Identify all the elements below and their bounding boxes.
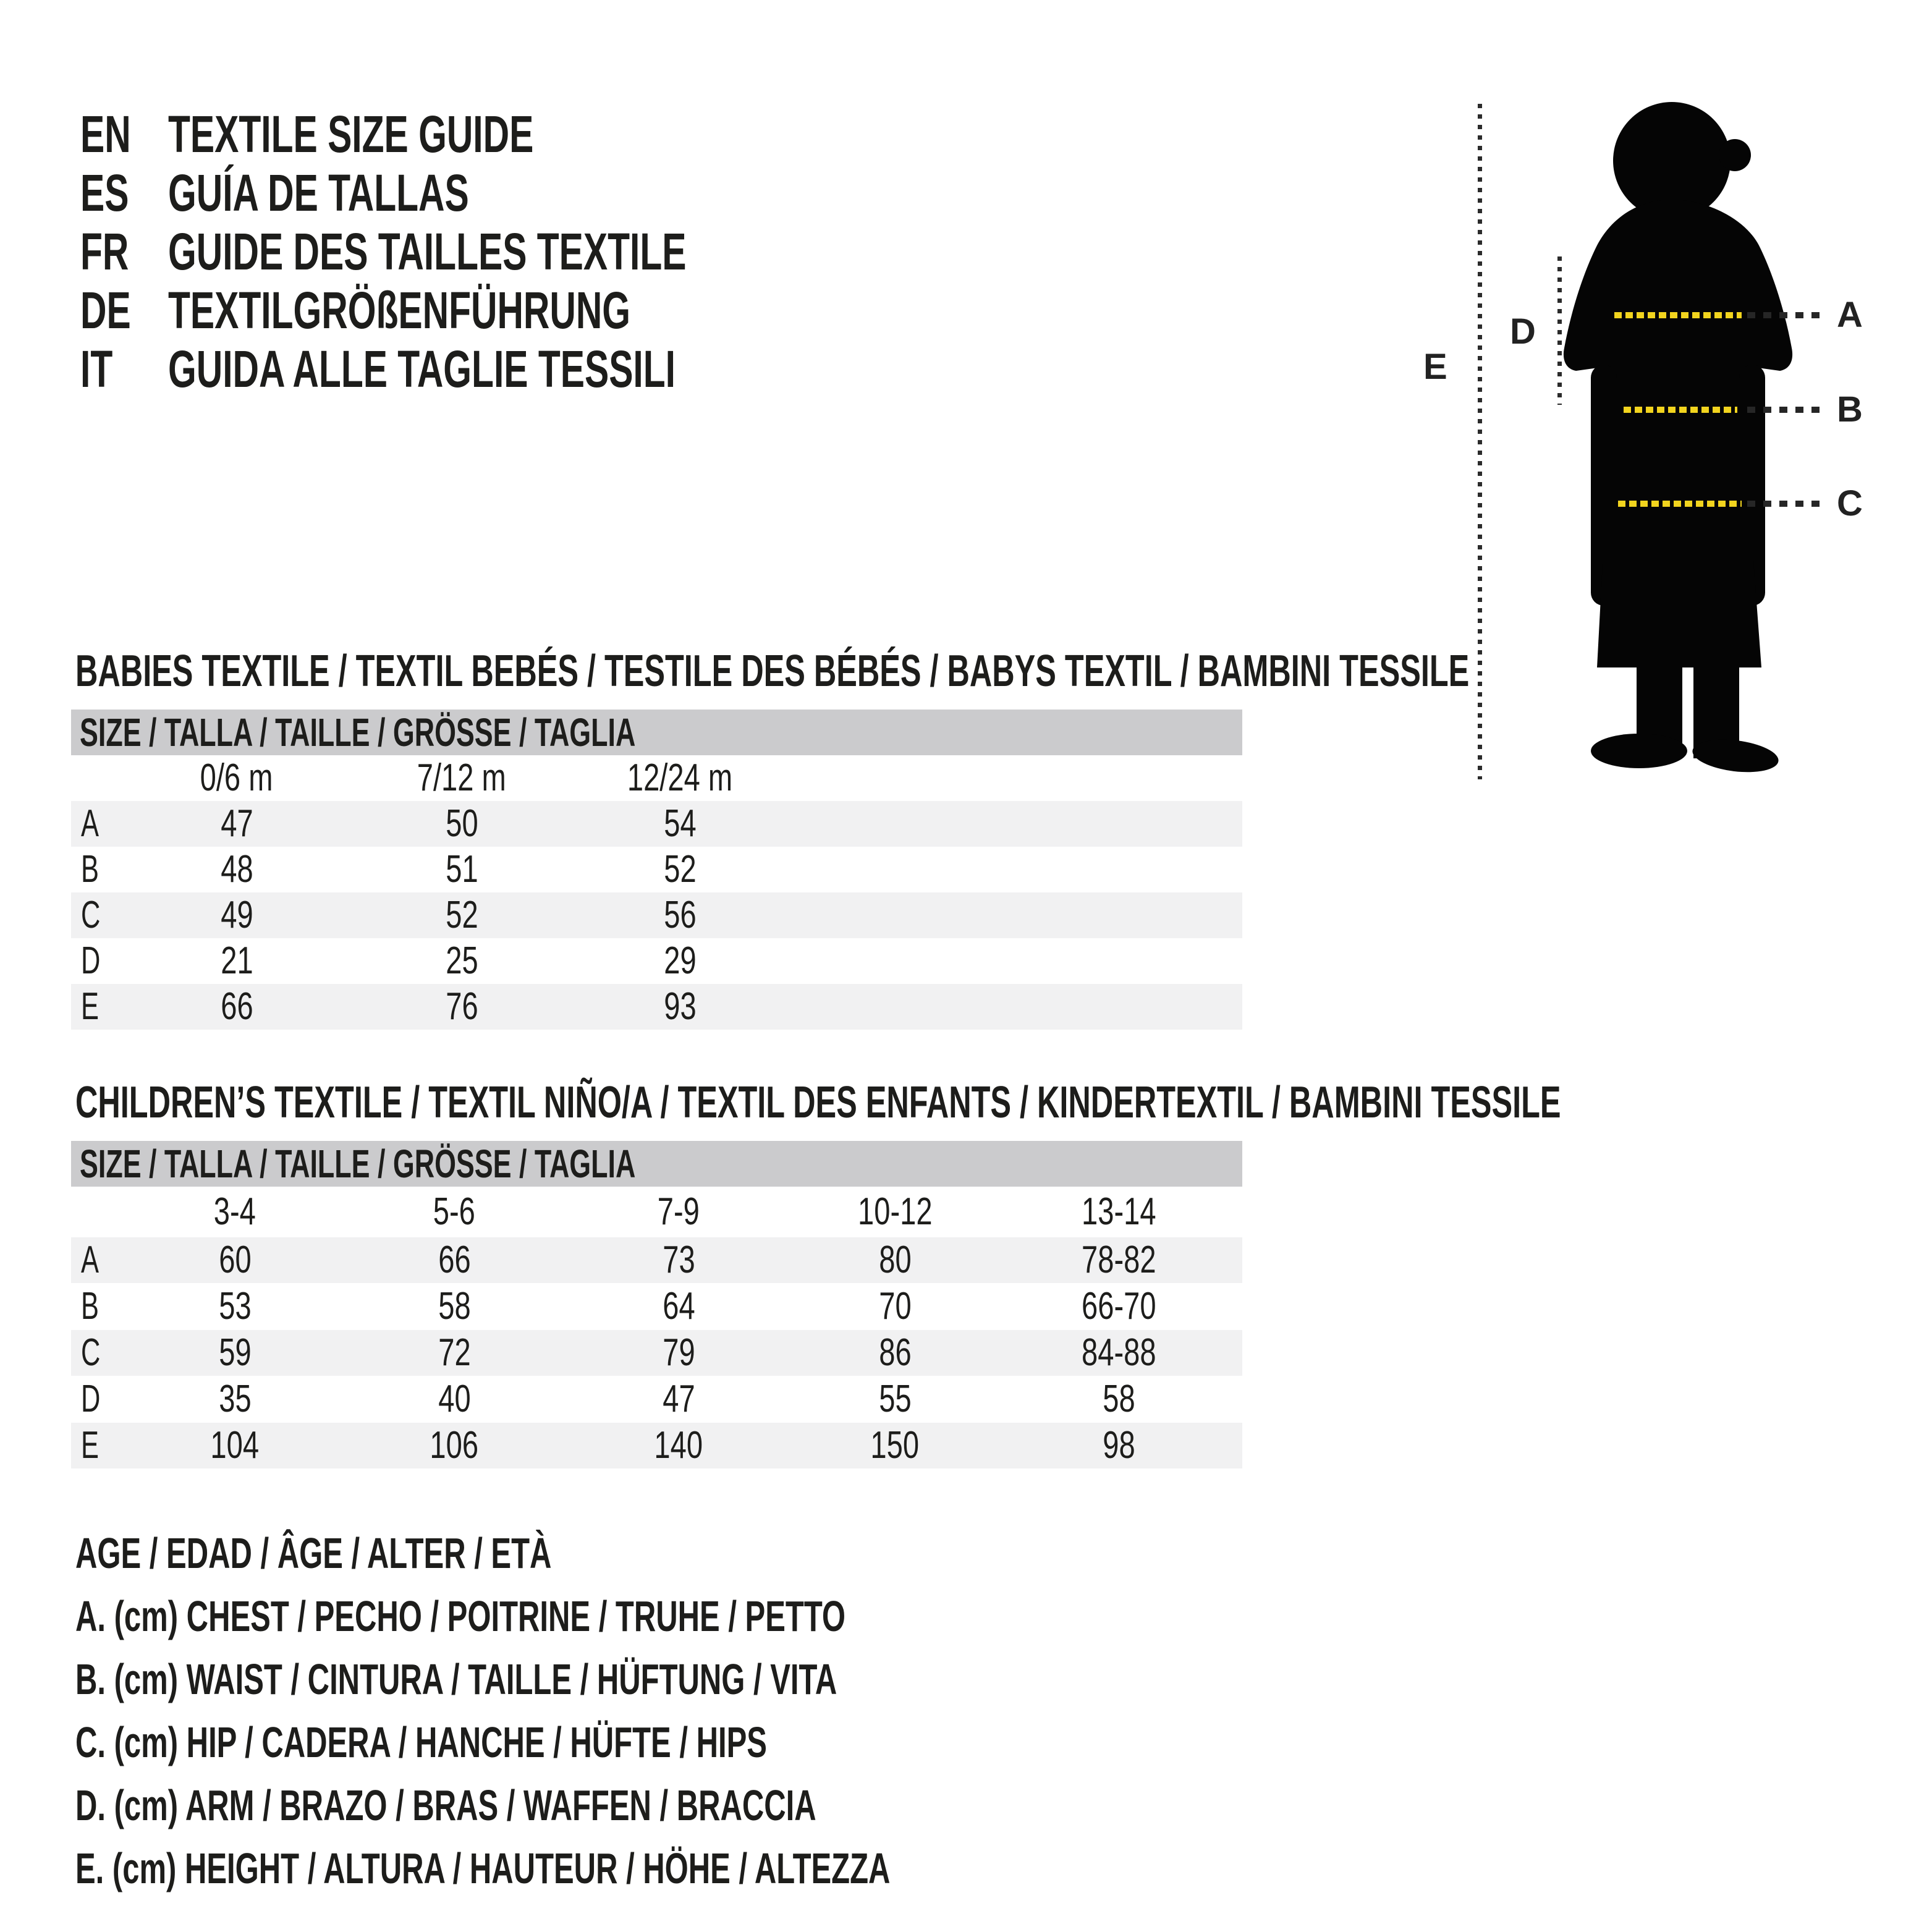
babies-column-header-row (71, 755, 1242, 801)
chest-measure-line-yellow (1614, 312, 1742, 318)
table-cell: 66 (438, 1239, 471, 1281)
table-cell: 106 (430, 1424, 479, 1467)
table-row (71, 892, 1242, 938)
table-cell: 35 (218, 1378, 252, 1420)
children-table (71, 1141, 1242, 1469)
table-cell: 140 (654, 1424, 703, 1467)
row-label: A (81, 802, 99, 845)
table-row (71, 1376, 1242, 1422)
row-label: E (81, 985, 99, 1028)
table-cell: 54 (663, 802, 697, 845)
table-cell: 104 (210, 1424, 260, 1467)
table-row (71, 938, 1242, 984)
table-cell: 66-70 (1081, 1285, 1156, 1328)
table-cell: 21 (220, 939, 253, 982)
row-label: B (81, 1285, 99, 1328)
figure-label-e: E (1423, 347, 1447, 387)
language-title: GUIDA ALLE TAGLIE TESSILI (168, 340, 676, 398)
column-header: 13-14 (1081, 1190, 1156, 1233)
table-cell: 52 (663, 848, 697, 891)
table-row (71, 1284, 1242, 1329)
table-row (71, 984, 1242, 1030)
table-cell: 40 (438, 1378, 471, 1420)
table-cell: 98 (1102, 1424, 1135, 1467)
column-header: 7-9 (657, 1190, 700, 1233)
figure-label-c: C (1837, 483, 1863, 523)
table-cell: 58 (1102, 1378, 1135, 1420)
chest-measure-line-black (1747, 312, 1823, 318)
table-cell: 66 (220, 985, 253, 1028)
language-code: EN (80, 105, 131, 163)
language-title: TEXTILGRÖßENFÜHRUNG (168, 281, 631, 339)
table-cell: 47 (220, 802, 253, 845)
table-row (71, 1330, 1242, 1376)
figure-label-a: A (1837, 295, 1863, 335)
legend-height-line: E. (cm) HEIGHT / ALTURA / HAUTEUR / HÖHE / ALTEZZA (75, 1844, 891, 1892)
children-section-heading: CHILDREN’S TEXTILE / TEXTIL NIÑO/A / TEXTIL DES ENFANTS / KINDERTEXTIL / BAMBINI TESSILE (75, 1078, 1561, 1127)
table-cell: 49 (220, 894, 253, 936)
table-cell: 51 (445, 848, 478, 891)
table-cell: 53 (218, 1285, 252, 1328)
hip-measure-line-black (1747, 501, 1823, 507)
babies-table (71, 710, 1242, 1030)
row-label: A (81, 1239, 99, 1281)
children-size-header-bar: SIZE / TALLA / TAILLE / GRÖSSE / TAGLIA (71, 1141, 1242, 1187)
figure-label-d: D (1510, 311, 1536, 352)
table-cell: 72 (438, 1331, 471, 1374)
table-row (71, 801, 1242, 847)
table-cell: 47 (662, 1378, 695, 1420)
table-cell: 58 (438, 1285, 471, 1328)
language-code: ES (80, 164, 129, 222)
language-code: IT (80, 340, 113, 398)
column-header: 3-4 (213, 1190, 256, 1233)
table-cell: 76 (445, 985, 478, 1028)
column-header: 5-6 (433, 1190, 476, 1233)
table-cell: 78-82 (1081, 1239, 1156, 1281)
legend-hip-line: C. (cm) HIP / CADERA / HANCHE / HÜFTE / HIPS (75, 1718, 767, 1766)
waist-measure-line-black (1747, 407, 1823, 413)
table-cell: 25 (445, 939, 478, 982)
table-cell: 79 (662, 1331, 695, 1374)
table-cell: 60 (218, 1239, 252, 1281)
column-header: 10-12 (857, 1190, 933, 1233)
table-cell: 93 (663, 985, 697, 1028)
table-cell: 50 (445, 802, 478, 845)
table-row (71, 847, 1242, 892)
babies-section-heading: BABIES TEXTILE / TEXTIL BEBÉS / TESTILE DES BÉBÉS / BABYS TEXTIL / BAMBINI TESSILE (75, 646, 1470, 696)
language-title: GUIDE DES TAILLES TEXTILE (168, 222, 687, 281)
row-label: C (81, 1331, 101, 1374)
children-column-header-row (71, 1189, 1242, 1235)
waist-measure-line-yellow (1624, 407, 1737, 413)
column-header: 7/12 m (417, 756, 507, 799)
table-cell: 48 (220, 848, 253, 891)
table-cell: 64 (662, 1285, 695, 1328)
table-cell: 70 (878, 1285, 912, 1328)
column-header: 0/6 m (200, 756, 273, 799)
table-cell: 52 (445, 894, 478, 936)
table-cell: 55 (878, 1378, 912, 1420)
table-cell: 29 (663, 939, 697, 982)
legend-chest-line: A. (cm) CHEST / PECHO / POITRINE / TRUHE / PETTO (75, 1592, 846, 1640)
legend-waist-line: B. (cm) WAIST / CINTURA / TAILLE / HÜFTUNG / VITA (75, 1655, 837, 1703)
row-label: B (81, 848, 99, 891)
language-code: DE (80, 281, 131, 339)
babies-size-header-bar: SIZE / TALLA / TAILLE / GRÖSSE / TAGLIA (71, 710, 1242, 755)
table-cell: 80 (878, 1239, 912, 1281)
arm-measure-line-d (1557, 256, 1562, 405)
table-cell: 59 (218, 1331, 252, 1374)
table-cell: 56 (663, 894, 697, 936)
table-cell: 73 (662, 1239, 695, 1281)
table-cell: 150 (870, 1424, 920, 1467)
language-title: TEXTILE SIZE GUIDE (168, 105, 534, 163)
row-label: D (81, 1378, 101, 1420)
column-header: 12/24 m (627, 756, 733, 799)
table-cell: 86 (878, 1331, 912, 1374)
language-title: GUÍA DE TALLAS (168, 164, 469, 222)
table-row (71, 1237, 1242, 1283)
figure-label-b: B (1837, 389, 1863, 430)
row-label: E (81, 1424, 99, 1467)
row-label: D (81, 939, 101, 982)
table-cell: 84-88 (1081, 1331, 1156, 1374)
hip-measure-line-yellow (1618, 501, 1742, 507)
legend-age-line: AGE / EDAD / ÂGE / ALTER / ETÀ (75, 1529, 552, 1577)
row-label: C (81, 894, 101, 936)
language-code: FR (80, 222, 129, 281)
legend-arm-line: D. (cm) ARM / BRAZO / BRAS / WAFFEN / BRACCIA (75, 1781, 816, 1829)
table-row (71, 1423, 1242, 1468)
